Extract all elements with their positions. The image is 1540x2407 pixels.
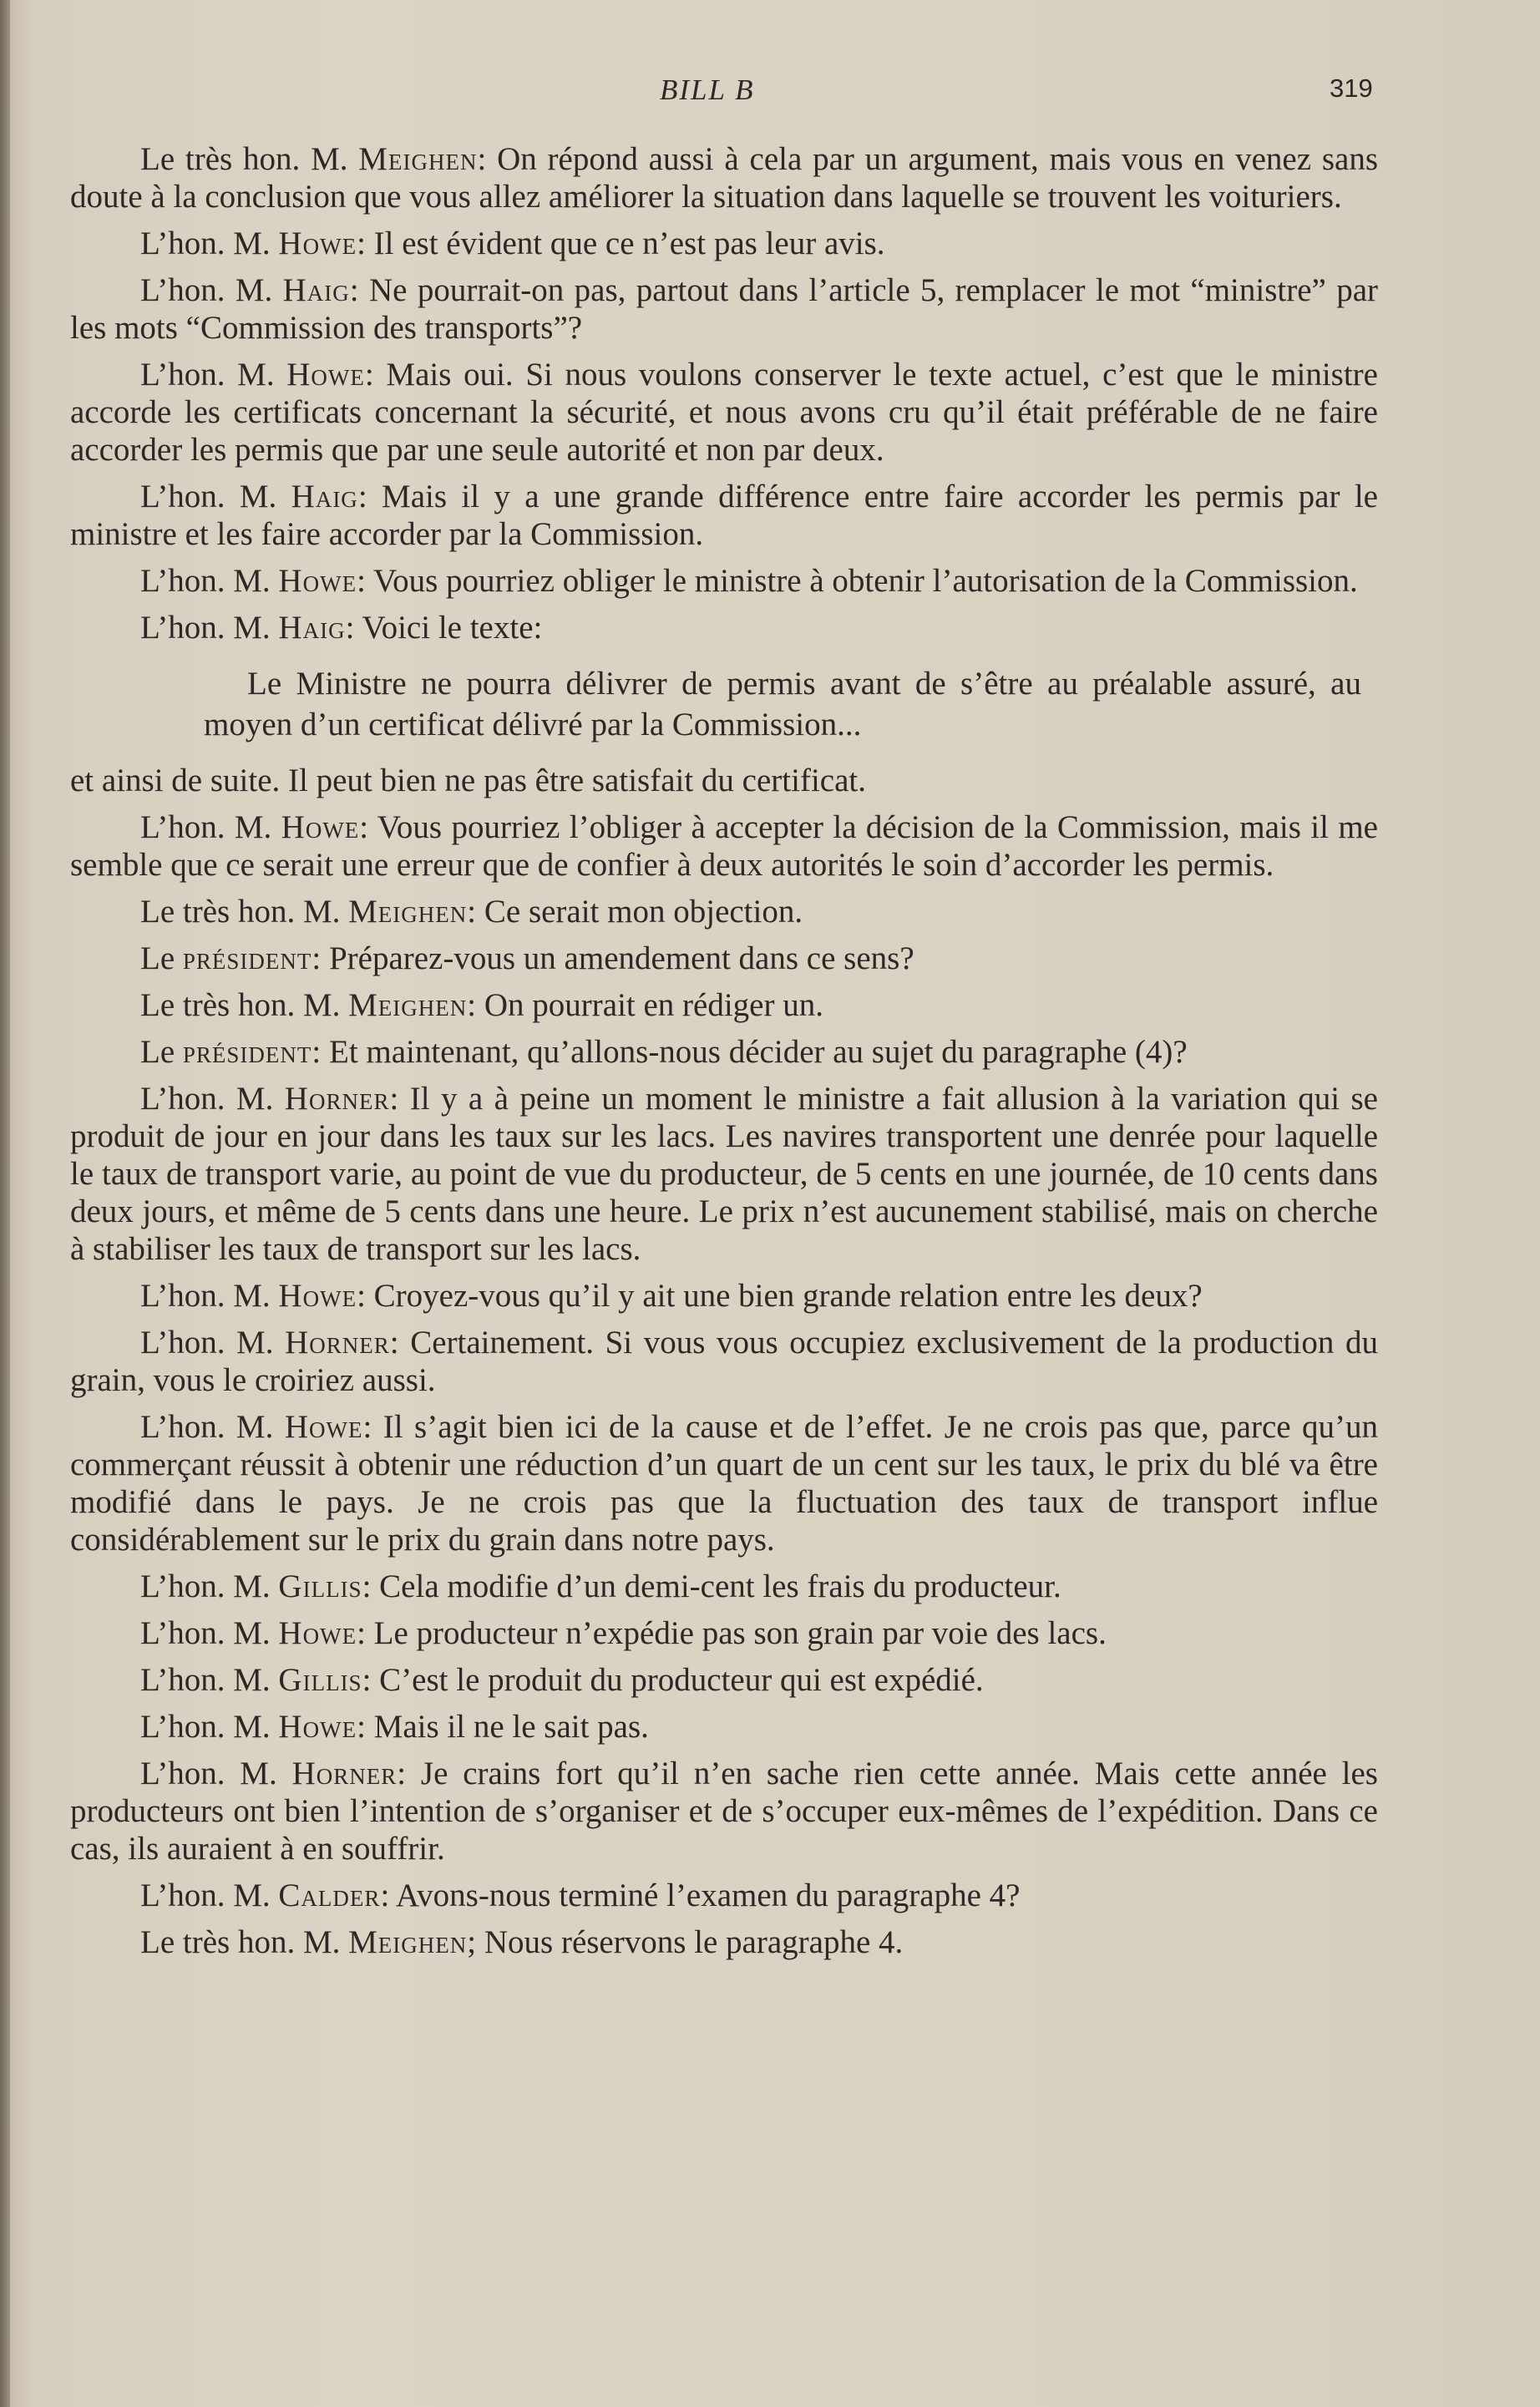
- running-header: [0, 73, 1540, 110]
- speech-paragraph: [70, 893, 1378, 930]
- speech-paragraph: [70, 1080, 1378, 1268]
- speaker-prefix: Le: [140, 1034, 175, 1070]
- speech-paragraph: [70, 1568, 1378, 1605]
- speaker-prefix: L’hon. M.: [140, 272, 273, 308]
- speaker-name: président: [182, 1034, 312, 1070]
- speech-paragraph: [70, 1614, 1378, 1652]
- speaker-name: Howe: [278, 563, 357, 599]
- speaker-name: Howe: [278, 1709, 357, 1745]
- speech-paragraph: [70, 940, 1378, 977]
- speech-text: : Ne pourrait-on pas, partout dans l’article 5, remplacer le mot “ministre” par les mots “Commission des transports”?: [70, 272, 1378, 346]
- speaker-name: Meighen: [348, 1924, 468, 1960]
- running-title: BILL B: [660, 73, 755, 106]
- speaker-prefix: L’hon. M.: [140, 479, 277, 514]
- speaker-name: Haig: [278, 610, 346, 646]
- speech-paragraph: [70, 1408, 1378, 1558]
- speaker-name: Howe: [278, 1278, 357, 1314]
- speech-paragraph: [70, 1277, 1378, 1315]
- speech-text: ; Nous réservons le paragraphe 4.: [467, 1924, 904, 1960]
- speaker-name: Gillis: [278, 1662, 362, 1698]
- speaker-name: Horner: [285, 1325, 390, 1361]
- continuation-paragraph: et ainsi de suite. Il peut bien ne pas être satisfait du certificat.: [70, 763, 866, 798]
- speech-paragraph: [70, 1324, 1378, 1399]
- speech-paragraph: [70, 356, 1378, 469]
- speaker-prefix: L’hon. M.: [140, 1709, 271, 1745]
- speaker-name: Haig: [291, 479, 358, 514]
- speaker-prefix: L’hon. M.: [140, 357, 275, 393]
- speaker-name: Horner: [291, 1756, 398, 1791]
- speaker-name: Gillis: [278, 1568, 362, 1604]
- speech-text: : Croyez-vous qu’il y ait une bien grande relation entre les deux?: [357, 1278, 1203, 1314]
- speech-paragraph: [70, 1755, 1378, 1867]
- speech-text: : Préparez-vous un amendement dans ce sens?: [312, 940, 914, 976]
- speaker-prefix: L’hon. M.: [140, 1615, 271, 1651]
- speaker-name: Howe: [278, 1615, 357, 1651]
- speech-text: : Il y a à peine un moment le ministre a fait allusion à la variation qui se produit de jour en jour dans les taux sur les lacs. Les navires transportent une denrée pour laquelle le taux de transport varie, au point de vue du producteur, de 5 cents en une journée, de 10 cents dans deux jours, et même de 5 cents dans une heure. Le prix n’est aucunement stabilisé, mais on cherche à stabiliser les taux de transport sur les lacs.: [70, 1081, 1378, 1267]
- speech-paragraph: [70, 986, 1378, 1024]
- speech-paragraph: [70, 1033, 1378, 1071]
- speech-text: : Et maintenant, qu’allons-nous décider au sujet du paragraphe (4)?: [312, 1034, 1188, 1070]
- speech-text: : Mais il ne le sait pas.: [357, 1709, 649, 1745]
- speaker-prefix: L’hon. M.: [140, 809, 272, 845]
- speaker-prefix: Le très hon. M.: [140, 1924, 341, 1960]
- speaker-prefix: L’hon. M.: [140, 1081, 274, 1117]
- paragraph-group-1: [70, 140, 1378, 646]
- speaker-name: Howe: [281, 809, 360, 845]
- speaker-prefix: L’hon. M.: [140, 1877, 271, 1913]
- speech-text: : Vous pourriez obliger le ministre à obtenir l’autorisation de la Commission.: [357, 563, 1358, 599]
- binding-edge: [0, 0, 10, 2407]
- page-number: 319: [1330, 73, 1373, 103]
- speaker-prefix: L’hon. M.: [140, 563, 271, 599]
- speech-paragraph: [70, 808, 1378, 884]
- speech-paragraph: [70, 140, 1378, 215]
- body-text: [70, 140, 1378, 1970]
- speaker-name: Meighen: [348, 894, 468, 930]
- speaker-prefix: L’hon. M.: [140, 1756, 277, 1791]
- speech-paragraph: [70, 1923, 1378, 1961]
- speaker-name: Calder: [278, 1877, 381, 1913]
- speech-text: : Il est évident que ce n’est pas leur avis.: [357, 225, 885, 261]
- speaker-prefix: Le: [140, 940, 175, 976]
- speaker-name: Howe: [284, 1409, 363, 1445]
- speaker-name: Meighen: [358, 141, 478, 177]
- speech-paragraph: [70, 225, 1378, 262]
- speech-paragraph: [70, 271, 1378, 347]
- speaker-name: Howe: [286, 357, 365, 393]
- speaker-name: président: [182, 940, 312, 976]
- speaker-prefix: L’hon. M.: [140, 1278, 271, 1314]
- speaker-prefix: Le très hon. M.: [140, 141, 348, 177]
- speech-text: : Ce serait mon objection.: [467, 894, 803, 930]
- block-quote: Le Ministre ne pourra délivrer de permis avant de s’être au préalable assuré, au moyen d’un certificat délivré par la Commission...: [204, 666, 1361, 742]
- speech-text: : Je crains fort qu’il n’en sache rien cette année. Mais cette année les producteurs ont bien l’intention de s’organiser et de s’occuper eux-mêmes de l’expédition. Dans ce cas, ils auraient à en souffrir.: [70, 1756, 1378, 1867]
- speaker-prefix: L’hon. M.: [140, 1409, 274, 1445]
- speech-text: : Mais il y a une grande différence entre faire accorder les permis par le ministre et les faire accorder par la Commission.: [70, 479, 1378, 552]
- speech-text: : On répond aussi à cela par un argument, mais vous en venez sans doute à la conclusion que vous allez améliorer la situation dans laquelle se trouvent les voituriers.: [70, 141, 1378, 215]
- speaker-prefix: L’hon. M.: [140, 225, 271, 261]
- speech-paragraph: [70, 562, 1378, 600]
- speaker-prefix: L’hon. M.: [140, 1662, 271, 1698]
- speech-paragraph: [70, 478, 1378, 553]
- speech-text: : Mais oui. Si nous voulons conserver le texte actuel, c’est que le ministre accorde les certificats concernant la sécurité, et nous avons cru qu’il était préférable de ne faire accorder les permis que par une seule autorité et non par deux.: [70, 357, 1378, 468]
- speaker-name: Horner: [284, 1081, 390, 1117]
- speaker-prefix: L’hon. M.: [140, 1325, 274, 1361]
- speech-paragraph: [70, 1877, 1378, 1914]
- speaker-prefix: Le très hon. M.: [140, 894, 341, 930]
- speaker-prefix: L’hon. M.: [140, 1568, 271, 1604]
- speech-paragraph: [70, 609, 1378, 646]
- speaker-prefix: Le très hon. M.: [140, 987, 341, 1023]
- speech-paragraph: [70, 1661, 1378, 1699]
- speech-text: : C’est le produit du producteur qui est expédié.: [362, 1662, 984, 1698]
- speech-paragraph: [70, 1708, 1378, 1746]
- speech-text: : Le producteur n’expédie pas son grain par voie des lacs.: [357, 1615, 1107, 1651]
- speech-text: : Certainement. Si vous vous occupiez exclusivement de la production du grain, vous le croiriez aussi.: [70, 1325, 1378, 1398]
- speech-text: : Avons-nous terminé l’examen du paragraphe 4?: [380, 1877, 1021, 1913]
- speaker-name: Howe: [278, 225, 357, 261]
- speaker-prefix: L’hon. M.: [140, 610, 271, 646]
- paragraph-group-2: [70, 808, 1378, 1961]
- speech-text: : Cela modifie d’un demi-cent les frais du producteur.: [362, 1568, 1061, 1604]
- speech-text: : Vous pourriez l’obliger à accepter la décision de la Commission, mais il me semble que ce serait une erreur que de confier à deux autorités le soin d’accorder les permis.: [70, 809, 1378, 883]
- speaker-name: Haig: [282, 272, 350, 308]
- speech-text: : On pourrait en rédiger un.: [467, 987, 823, 1023]
- speaker-name: Meighen: [348, 987, 468, 1023]
- speech-text: : Voici le texte:: [345, 610, 543, 646]
- speech-text: : Il s’agit bien ici de la cause et de l’effet. Je ne crois pas que, parce qu’un commerçant réussit à obtenir une réduction d’un quart de un cent sur les taux, le prix du blé va être modifié dans le pays. Je ne crois pas que la fluctuation des taux de transport influe considérablement sur le prix du grain dans notre pays.: [70, 1409, 1379, 1558]
